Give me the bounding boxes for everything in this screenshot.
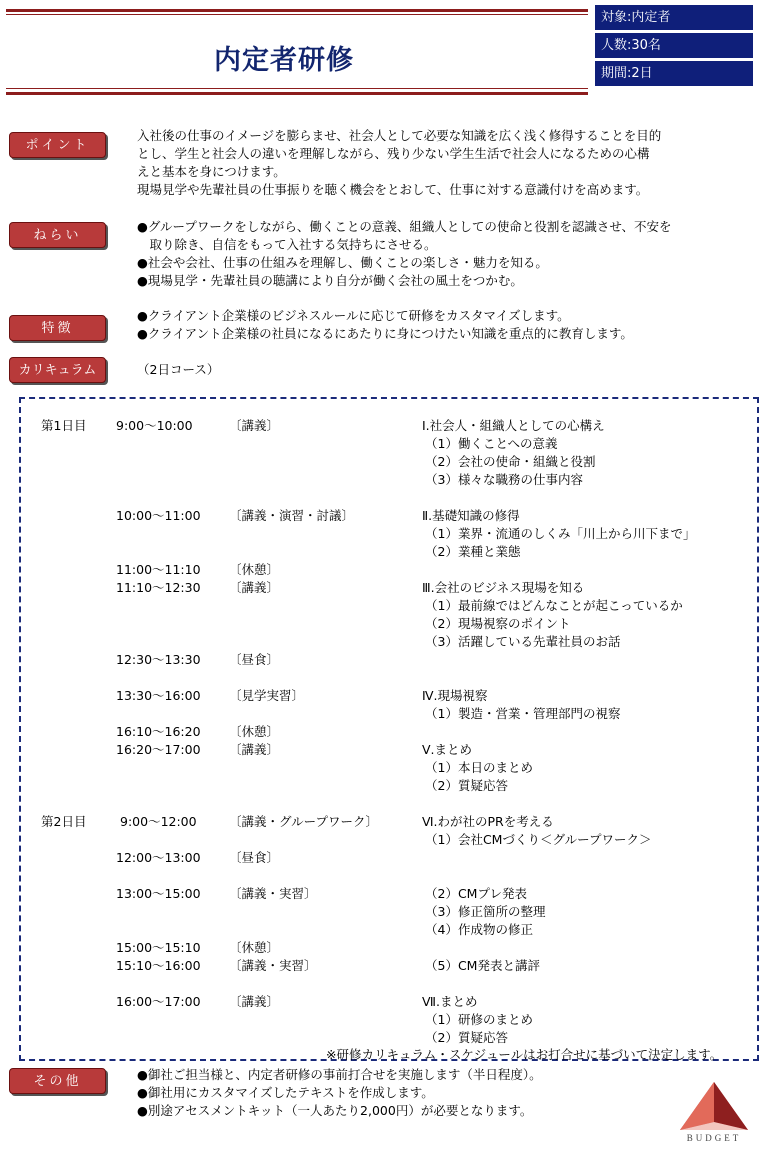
schedule-content: （1）最前線ではどんなことが起こっているか bbox=[425, 598, 683, 613]
aim-line: ●現場見学・先輩社員の聴講により自分が働く会社の風土をつかむ。 bbox=[137, 273, 523, 288]
feature-line: ●クライアント企業様の社員になるにあたりに身につけたい知識を重点的に教育します。 bbox=[137, 326, 633, 341]
schedule-time: 16:20～17:00 bbox=[116, 742, 201, 757]
schedule-time: 13:00～15:00 bbox=[116, 886, 201, 901]
tag-aim: ねらい bbox=[9, 222, 106, 248]
curriculum-course: （2日コース） bbox=[137, 362, 220, 377]
schedule-time: 9:00～12:00 bbox=[120, 814, 197, 829]
point-line: えと基本を身につけます。 bbox=[137, 164, 286, 179]
schedule-type: 〔昼食〕 bbox=[229, 850, 280, 865]
aim-line: 取り除き、自信をもって入社する気持ちにさせる。 bbox=[137, 237, 437, 252]
info-count: 人数:30名 bbox=[595, 33, 753, 58]
schedule-type: 〔休憩〕 bbox=[229, 940, 280, 955]
schedule-content: （1）働くことへの意義 bbox=[425, 436, 558, 451]
feature-text bbox=[137, 307, 633, 343]
other-text bbox=[137, 1066, 542, 1120]
schedule-content: （3）様々な職務の仕事内容 bbox=[425, 472, 583, 487]
schedule-time: 15:00～15:10 bbox=[116, 940, 201, 955]
aim-text bbox=[137, 218, 672, 290]
schedule-time: 11:00～11:10 bbox=[116, 562, 201, 577]
schedule-time: 16:00～17:00 bbox=[116, 994, 201, 1009]
point-text bbox=[137, 127, 661, 199]
aim-line: ●グループワークをしながら、働くことの意義、組織人としての使命と役割を認識させ、不安を bbox=[137, 219, 672, 234]
point-line: 現場見学や先輩社員の仕事振りを聴く機会をとおして、仕事に対する意識付けを高めます。 bbox=[137, 182, 649, 197]
tag-curriculum: カリキュラム bbox=[9, 357, 106, 383]
point-line: 入社後の仕事のイメージを膨らませ、社会人として必要な知識を広く浅く修得することを目的 bbox=[137, 128, 662, 143]
schedule-type: 〔講義〕 bbox=[229, 742, 280, 757]
schedule-type: 〔講義・実習〕 bbox=[229, 958, 317, 973]
schedule-type: 〔休憩〕 bbox=[229, 724, 280, 739]
schedule-content: （3）修正箇所の整理 bbox=[425, 904, 546, 919]
header-top-rule-thin bbox=[6, 14, 588, 15]
schedule-content: Ⅰ.社会人・組織人としての心構え bbox=[422, 418, 605, 433]
other-line: ●御社ご担当様と、内定者研修の事前打合せを実施します（半日程度）。 bbox=[137, 1067, 542, 1082]
day1-label: 第1日目 bbox=[41, 418, 87, 433]
schedule-type: 〔見学実習〕 bbox=[229, 688, 305, 703]
schedule-type: 〔講義・グループワーク〕 bbox=[229, 814, 379, 829]
tag-point: ポイント bbox=[9, 132, 106, 158]
schedule-time: 16:10～16:20 bbox=[116, 724, 201, 739]
schedule-content: （2）質疑応答 bbox=[425, 778, 508, 793]
schedule-content: （2）会社の使命・組織と役割 bbox=[425, 454, 596, 469]
other-line: ●御社用にカスタマイズしたテキストを作成します。 bbox=[137, 1085, 434, 1100]
budget-logo bbox=[676, 1080, 752, 1146]
schedule-content: Ⅴ.まとめ bbox=[422, 742, 473, 757]
schedule-type: 〔昼食〕 bbox=[229, 652, 280, 667]
info-target: 対象:内定者 bbox=[595, 5, 753, 30]
schedule-type: 〔講義〕 bbox=[229, 994, 280, 1009]
schedule-type: 〔講義〕 bbox=[229, 580, 280, 595]
schedule-content: （1）業界・流通のしくみ「川上から川下まで」 bbox=[425, 526, 696, 541]
schedule-time: 10:00～11:00 bbox=[116, 508, 201, 523]
schedule-time: 12:00～13:00 bbox=[116, 850, 201, 865]
schedule-type: 〔講義〕 bbox=[229, 418, 280, 433]
schedule-content: （1）製造・営業・管理部門の視察 bbox=[425, 706, 621, 721]
schedule-content: （2）質疑応答 bbox=[425, 1030, 508, 1045]
schedule-content: Ⅵ.わが社のPRを考える bbox=[422, 814, 554, 829]
schedule-content: Ⅲ.会社のビジネス現場を知る bbox=[422, 580, 585, 595]
schedule-time: 15:10～16:00 bbox=[116, 958, 201, 973]
header-bottom-rule bbox=[6, 92, 588, 95]
schedule-type: 〔休憩〕 bbox=[229, 562, 280, 577]
schedule-content: Ⅳ.現場視察 bbox=[422, 688, 488, 703]
schedule-type: 〔講義・演習・討議〕 bbox=[229, 508, 355, 523]
schedule-content: （1）研修のまとめ bbox=[425, 1012, 533, 1027]
schedule-note: ※研修カリキュラム・スケジュールはお打合せに基づいて決定します。 bbox=[326, 1047, 723, 1062]
schedule-time: 9:00～10:00 bbox=[116, 418, 193, 433]
header-top-rule bbox=[6, 9, 588, 12]
schedule-type: 〔講義・実習〕 bbox=[229, 886, 317, 901]
page-title: 内定者研修 bbox=[214, 45, 354, 76]
schedule-content: （2）現場視察のポイント bbox=[425, 616, 571, 631]
schedule-content: （2）業種と業態 bbox=[425, 544, 521, 559]
header-bottom-rule-thin bbox=[6, 88, 588, 89]
feature-line: ●クライアント企業様のビジネスルールに応じて研修をカスタマイズします。 bbox=[137, 308, 570, 323]
schedule-time: 11:10～12:30 bbox=[116, 580, 201, 595]
tag-feature: 特徴 bbox=[9, 315, 106, 341]
schedule-content: Ⅱ.基礎知識の修得 bbox=[422, 508, 520, 523]
other-line: ●別途アセスメントキット（一人あたり2,000円）が必要となります。 bbox=[137, 1103, 533, 1118]
schedule-content: （1）会社CMづくり＜グループワーク＞ bbox=[425, 832, 652, 847]
schedule-content: （1）本日のまとめ bbox=[425, 760, 533, 775]
schedule-content: （5）CM発表と講評 bbox=[425, 958, 540, 973]
schedule-time: 12:30～13:30 bbox=[116, 652, 201, 667]
schedule-content: （3）活躍している先輩社員のお話 bbox=[425, 634, 621, 649]
schedule-content: （2）CMプレ発表 bbox=[425, 886, 527, 901]
point-line: とし、学生と社会人の違いを理解しながら、残り少ない学生生活で社会人になるための心構 bbox=[137, 146, 650, 161]
schedule-content: Ⅶ.まとめ bbox=[422, 994, 478, 1009]
schedule-content: （4）作成物の修正 bbox=[425, 922, 533, 937]
schedule-time: 13:30～16:00 bbox=[116, 688, 201, 703]
logo-text: BUDGET bbox=[686, 1133, 742, 1143]
day2-label: 第2日目 bbox=[41, 814, 87, 829]
info-period: 期間:2日 bbox=[595, 61, 753, 86]
tag-other: その他 bbox=[9, 1068, 106, 1094]
aim-line: ●社会や会社、仕事の仕組みを理解し、働くことの楽しさ・魅力を知る。 bbox=[137, 255, 548, 270]
